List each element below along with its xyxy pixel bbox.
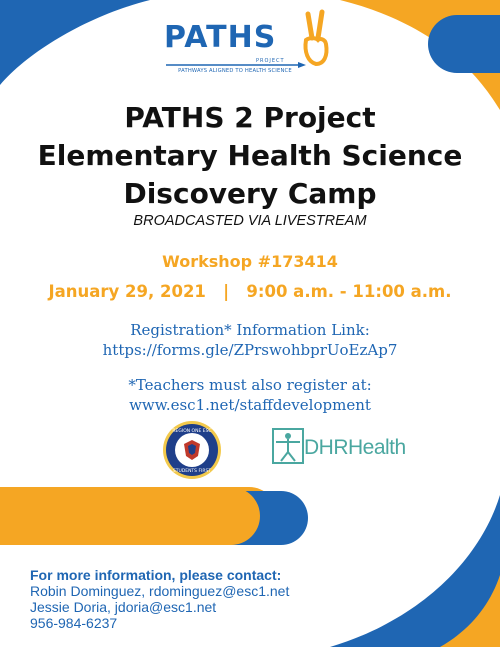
contact-block	[30, 567, 289, 631]
peace-hand-icon	[298, 8, 334, 68]
svg-text:REGION ONE ESC: REGION ONE ESC	[172, 429, 212, 434]
top-left-blue-swoosh	[0, 0, 150, 85]
bottom-left-orange-pill-front	[0, 487, 260, 545]
top-right-blue-pill	[428, 15, 500, 73]
staff-development-link[interactable]: www.esc1.net/staffdevelopment	[129, 396, 371, 414]
workshop-number: Workshop #173414	[162, 252, 338, 271]
title-line-1: PATHS 2 Project	[124, 101, 376, 134]
paths-logo	[160, 8, 335, 83]
contact-line-jessie: Jessie Doria, jdoria@esc1.net	[30, 599, 217, 615]
teachers-note: *Teachers must also register at:	[128, 376, 372, 394]
logo-underline-arrow	[166, 62, 306, 68]
livestream-subtitle: BROADCASTED VIA LIVESTREAM	[133, 213, 367, 229]
title-line-2: Elementary Health Science	[37, 139, 463, 172]
dhr-vitruvian-icon	[272, 428, 304, 464]
contact-heading: For more information, please contact:	[30, 567, 282, 583]
registration-label: Registration* Information Link:	[130, 321, 370, 339]
svg-text:STUDENTS FIRST: STUDENTS FIRST	[172, 469, 212, 474]
event-datetime: January 29, 2021 | 9:00 a.m. - 11:00 a.m.	[48, 282, 452, 301]
contact-line-robin: Robin Dominguez, rdominguez@esc1.net	[30, 583, 290, 599]
dhr-health-logo-text: DHRHealth	[304, 436, 406, 459]
logo-wordmark: PATHS	[164, 20, 277, 55]
contact-phone: 956-984-6237	[30, 615, 118, 631]
registration-link[interactable]: https://forms.gle/ZPrswohbprUoEzAp7	[102, 341, 398, 359]
title-line-3: Discovery Camp	[123, 177, 377, 210]
logo-subtitle: PATHWAYS ALIGNED TO HEALTH SCIENCE	[178, 68, 292, 74]
region-one-seal-logo	[162, 420, 222, 480]
logo-tagline: PROJECT	[256, 58, 285, 64]
